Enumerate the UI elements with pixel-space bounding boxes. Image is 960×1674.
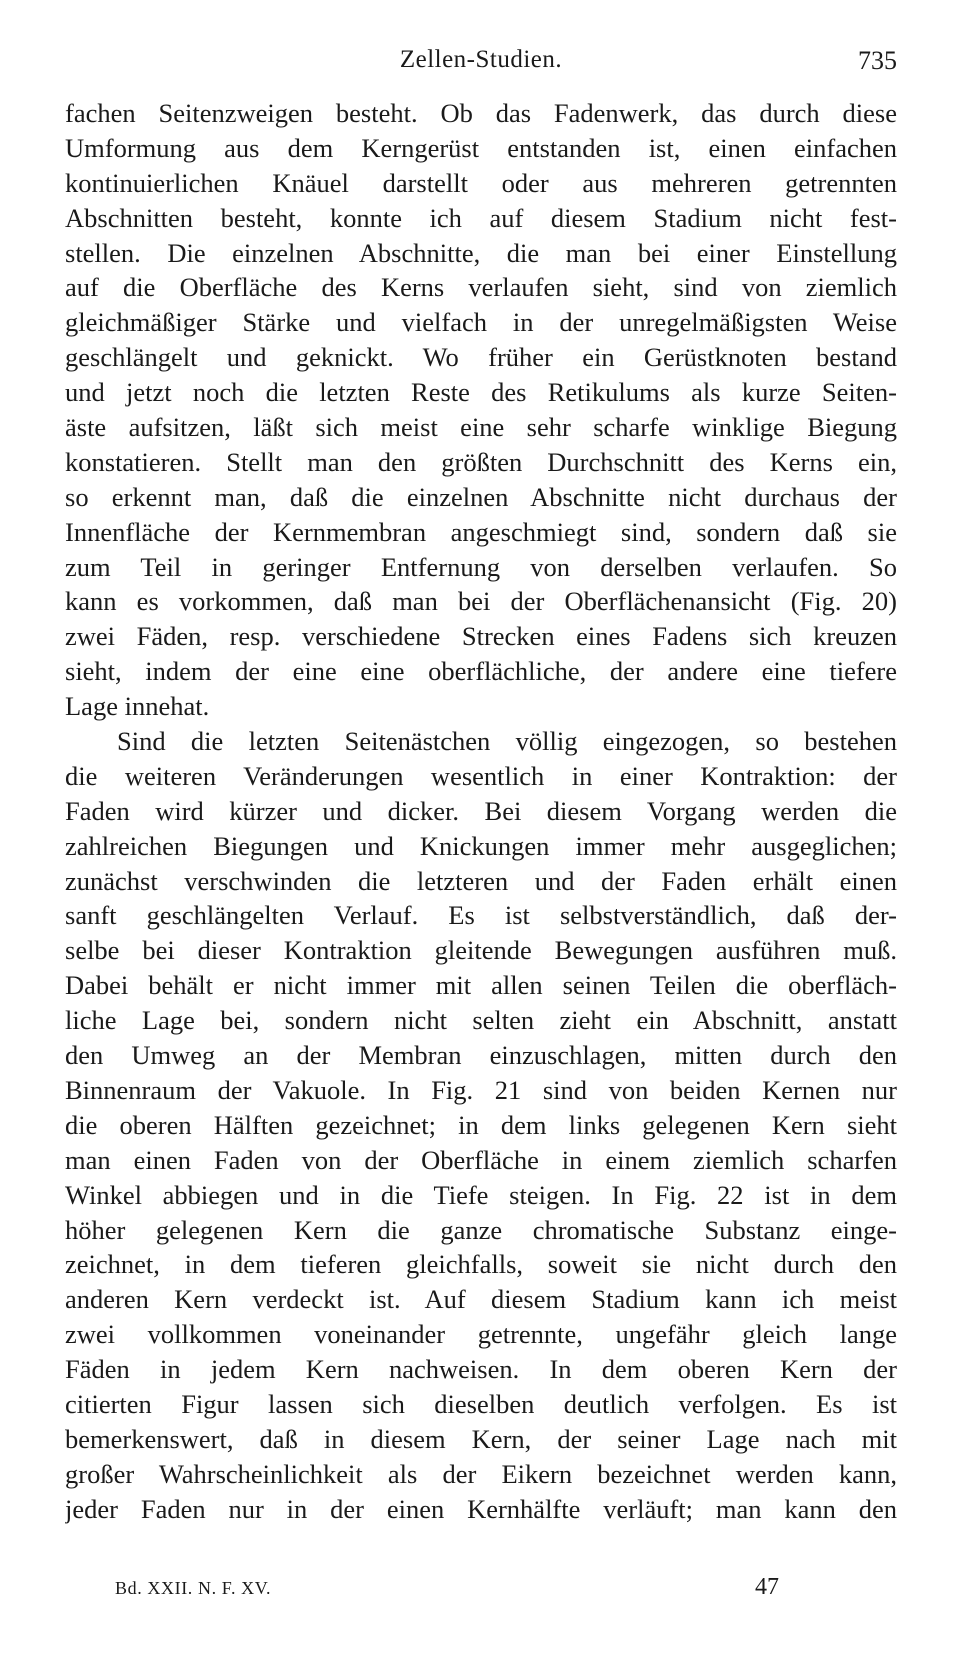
text-line: zeichnet, in dem tieferen gleichfalls, soweit sie nicht durch den [65, 1249, 897, 1280]
text-line: Innenfläche der Kernmembran angeschmiegt sind, sondern daß sie [65, 516, 897, 547]
text-line: zahlreichen Biegungen und Knickungen immer mehr ausgeglichen; [65, 830, 897, 861]
text-line: großer Wahrscheinlichkeit als der Eikern bezeichnet werden kann, [65, 1458, 897, 1489]
text-line: kontinuierlichen Knäuel darstellt oder aus mehreren getrennten [65, 167, 897, 198]
text-line: citierten Figur lassen sich dieselben deutlich verfolgen. Es ist [65, 1388, 897, 1419]
text-line: liche Lage bei, sondern nicht selten zieht ein Abschnitt, anstatt [65, 1005, 897, 1036]
text-line: zwei vollkommen voneinander getrennte, ungefähr gleich lange [65, 1319, 897, 1350]
page-footer [65, 1574, 897, 1608]
page-number: 735 [858, 46, 897, 75]
text-line: gleichmäßiger Stärke und vielfach in der unregelmäßigsten Weise [65, 307, 897, 338]
text-line: Binnenraum der Vakuole. In Fig. 21 sind von beiden Kernen nur [65, 1074, 897, 1105]
text-line: fachen Seitenzweigen besteht. Ob das Fadenwerk, das durch diese [65, 98, 897, 128]
text-line: und jetzt noch die letzten Reste des Retikulums als kurze Seiten- [65, 377, 897, 408]
text-line: die oberen Hälften gezeichnet; in dem links gelegenen Kern sieht [65, 1109, 897, 1140]
signature-mark: 47 [755, 1574, 779, 1600]
running-head [65, 46, 897, 80]
text-line: äste aufsitzen, läßt sich meist eine sehr scharfe winklige Biegung [65, 412, 897, 443]
text-line: zum Teil in geringer Entfernung von derselben verlaufen. So [65, 551, 897, 582]
text-line: zwei Fäden, resp. verschiedene Strecken eines Fadens sich kreuzen [65, 621, 897, 652]
text-line: kann es vorkommen, daß man bei der Oberflächenansicht (Fig. 20) [65, 586, 897, 617]
text-line: höher gelegenen Kern die ganze chromatische Substanz einge- [65, 1214, 897, 1245]
text-line: jeder Faden nur in der einen Kernhälfte verläuft; man kann den [65, 1493, 897, 1524]
text-line: konstatieren. Stellt man den größten Durchschnitt des Kerns ein, [65, 446, 897, 477]
text-line: anderen Kern verdeckt ist. Auf diesem Stadium kann ich meist [65, 1284, 897, 1315]
text-line: Fäden in jedem Kern nachweisen. In dem oberen Kern der [65, 1354, 897, 1385]
text-line: stellen. Die einzelnen Abschnitte, die man bei einer Einstellung [65, 237, 897, 268]
text-line: sanft geschlängelten Verlauf. Es ist selbstverständlich, daß der- [65, 900, 897, 931]
text-line: geschlängelt und geknickt. Wo früher ein Gerüstknoten bestand [65, 342, 897, 373]
text-line: man einen Faden von der Oberfläche in einem ziemlich scharfen [65, 1144, 897, 1175]
text-line: bemerkenswert, daß in diesem Kern, der seiner Lage nach mit [65, 1423, 897, 1454]
text-line: Dabei behält er nicht immer mit allen seinen Teilen die oberfläch- [65, 970, 897, 1001]
paragraph-end-line: Lage innehat. [65, 691, 210, 722]
text-line: Umformung aus dem Kerngerüst entstanden ist, einen einfachen [65, 132, 897, 163]
text-line: Abschnitten besteht, konnte ich auf diesem Stadium nicht fest- [65, 202, 897, 233]
running-title: Zellen-Studien. [399, 46, 563, 73]
text-line: Faden wird kürzer und dicker. Bei diesem Vorgang werden die [65, 795, 897, 826]
body-text [65, 96, 897, 1527]
text-line: die weiteren Veränderungen wesentlich in einer Kontraktion: der [65, 760, 897, 791]
text-line: sieht, indem der eine eine oberflächliche, der andere eine tiefere [65, 656, 897, 687]
text-line: Winkel abbiegen und in die Tiefe steigen. In Fig. 22 ist in dem [65, 1179, 897, 1210]
paragraph-first-line: Sind die letzten Seitenästchen völlig eingezogen, so bestehen [117, 726, 897, 757]
text-line: auf die Oberfläche des Kerns verlaufen sieht, sind von ziemlich [65, 272, 897, 303]
text-line: so erkennt man, daß die einzelnen Abschnitte nicht durchaus der [65, 481, 897, 512]
volume-note: Bd. XXII. N. F. XV. [115, 1578, 272, 1598]
text-line: zunächst verschwinden die letzteren und der Faden erhält einen [65, 865, 897, 896]
text-line: den Umweg an der Membran einzuschlagen, mitten durch den [65, 1040, 897, 1071]
text-line: selbe bei dieser Kontraktion gleitende Bewegungen ausführen muß. [65, 935, 897, 966]
